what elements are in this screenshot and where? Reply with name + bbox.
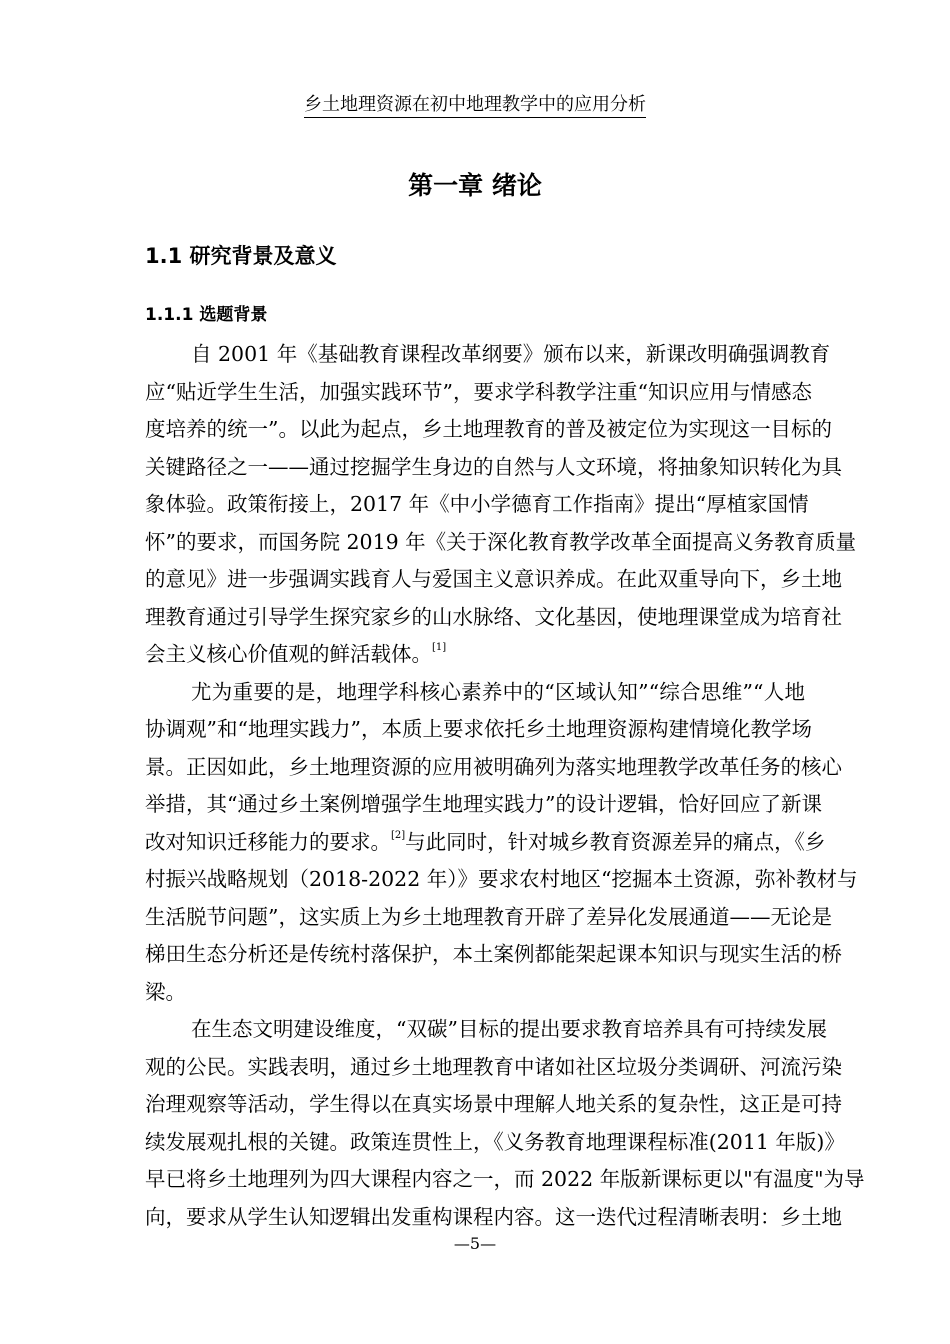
text-line-content: 与此同时，针对城乡教育资源差异的痛点，《乡: [405, 829, 826, 854]
text-line: 举措，其“通过乡土案例增强学生地理实践力”的设计逻辑，恰好回应了新课: [145, 792, 822, 816]
text-line: 观的公民。实践表明，通过乡土地理教育中诸如社区垃圾分类调研、河流污染: [145, 1054, 842, 1079]
text-line: 生活脱节问题”，这实质上为乡土地理教育开辟了差异化发展通道——无论是: [145, 904, 832, 929]
chapter-title: 第一章 绪论: [408, 171, 542, 200]
text-line-content: 会主义核心价值观的鲜活载体。: [145, 642, 432, 666]
text-line: 的意见》进一步强调实践育人与爱国主义意识养成。在此双重导向下，乡土地: [145, 567, 842, 591]
text-line: 景。正因如此，乡土地理资源的应用被明确列为落实地理教学改革任务的核心: [145, 754, 842, 779]
text-line: [145, 824, 826, 862]
text-line: 梯田生态分析还是传统村落保护，本土案例都能架起课本知识与现实生活的桥: [145, 942, 842, 966]
subsection-heading: 1.1.1 选题背景: [145, 305, 268, 325]
paragraph-2: [145, 674, 858, 1012]
text-line: 度培养的统一”。以此为起点，乡土地理教育的普及被定位为实现这一目标的: [145, 417, 832, 441]
citation-ref[interactable]: [1]: [432, 642, 447, 653]
text-line: 早已将乡土地理列为四大课程内容之一，而 2022 年版新课标更以"有温度"为导: [145, 1167, 865, 1191]
text-line: 在生态文明建设维度，“双碳”目标的提出要求教育培养具有可持续发展: [191, 1017, 827, 1041]
citation-ref[interactable]: [2]: [391, 829, 406, 841]
text-line: 协调观”和“地理实践力”，本质上要求依托乡土地理资源构建情境化教学场: [145, 717, 812, 741]
paragraph-3: [145, 1011, 865, 1236]
text-line: 理教育通过引导学生探究家乡的山水脉络、文化基因，使地理课堂成为培育社: [145, 604, 842, 629]
text-line: 治理观察等活动，学生得以在真实场景中理解人地关系的复杂性，这正是可持: [145, 1092, 842, 1116]
text-line: 自 2001 年《基础教育课程改革纲要》颁布以来，新课改明确强调教育: [191, 342, 831, 366]
text-line: 象体验。政策衔接上，2017 年《中小学德育工作指南》提出“厚植家国情: [145, 492, 809, 516]
text-line: 续发展观扎根的关键。政策连贯性上，《义务教育地理课程标准(2011 年版)》: [145, 1129, 845, 1154]
text-line: 梁。: [145, 979, 186, 1004]
text-line: 尤为重要的是，地理学科核心素养中的“区域认知”“综合思维”“人地: [191, 679, 805, 704]
text-line: 怀”的要求，而国务院 2019 年《关于深化教育教学改革全面提高义务教育质量: [145, 529, 857, 554]
running-head: [0, 90, 950, 116]
text-line: [145, 636, 805, 674]
text-line: 向，要求从学生认知逻辑出发重构课程内容。这一迭代过程清晰表明：乡土地: [145, 1204, 842, 1229]
text-line: 关键路径之一——通过挖掘学生身边的自然与人文环境，将抽象知识转化为具: [145, 454, 842, 479]
paragraph-1: [145, 336, 857, 674]
section-heading: 1.1 研究背景及意义: [145, 244, 337, 268]
text-line-content: 改对知识迁移能力的要求。: [145, 829, 391, 854]
text-line: 村振兴战略规划（2018-2022 年）》要求农村地区“挖掘本土资源，弥补教材与: [145, 867, 858, 891]
running-head-text: 乡土地理资源在初中地理教学中的应用分析: [304, 94, 646, 118]
page-number: —5—: [453, 1234, 497, 1253]
text-line: 应“贴近学生生活，加强实践环节”，要求学科教学注重“知识应用与情感态: [145, 379, 812, 404]
body-text: [145, 336, 865, 1236]
